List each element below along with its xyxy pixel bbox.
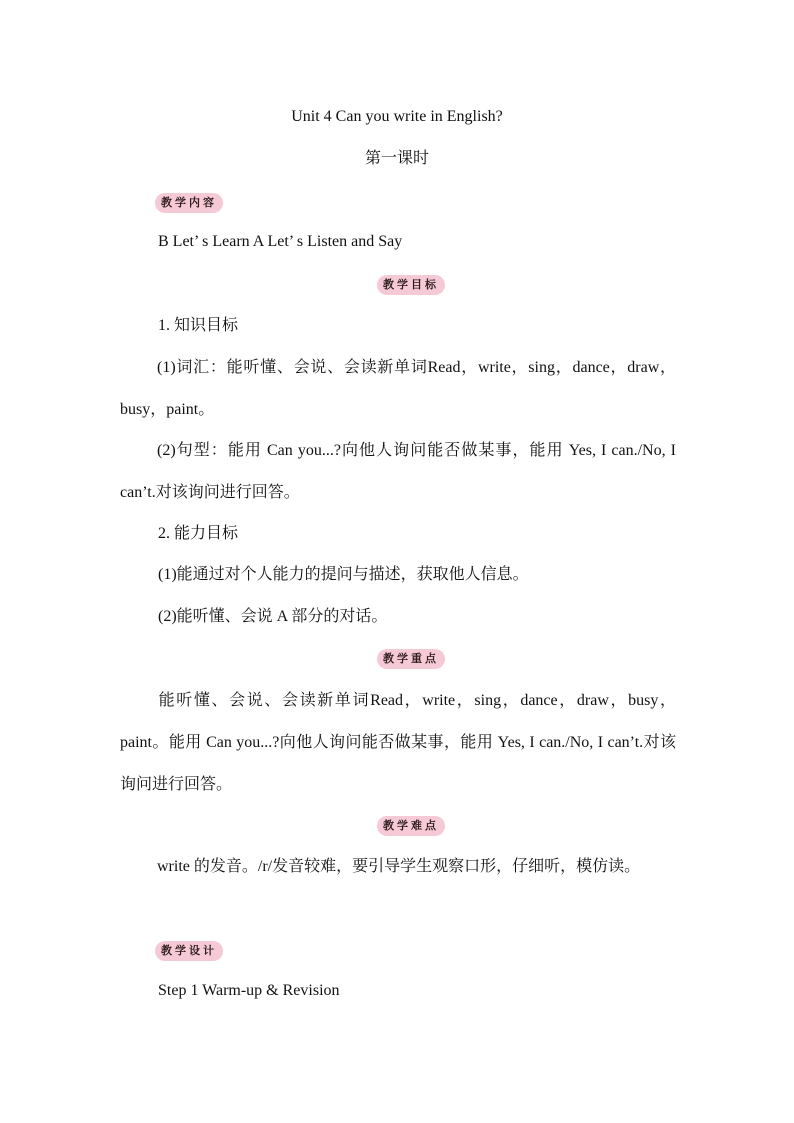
unit-title: Unit 4 Can you write in English? (291, 108, 503, 125)
goal1-item2 (120, 430, 676, 514)
key-text-content: 能听懂、会说、会读新单词Read，write，sing，dance，draw，busy，paint。能用 Can you...?向他人询问能否做某事，能用 Yes, I can./No, I can’t.对该询问进行回答。 (120, 692, 676, 793)
goal2-item2: (2)能听懂、会说 A 部分的对话。 (158, 608, 388, 625)
goal2-item1: (1)能通过对个人能力的提问与描述，获取他人信息。 (158, 566, 529, 583)
lesson-label: 第一课时 (364, 150, 429, 167)
difficult-text-content: write 的发音。/r/发音较难，要引导学生观察口形，仔细听，模仿读。 (157, 858, 641, 875)
goal1-item1 (120, 347, 676, 431)
section-badge-goals: 教学目标 (377, 275, 445, 295)
step1-heading: Step 1 Warm-up & Revision (158, 982, 340, 999)
goal1-item2-text: (2)句型：能用 Can you...?向他人询问能否做某事，能用 Yes, I can./No, I can’t.对该询问进行回答。 (120, 442, 676, 501)
content-text: B Let’ s Learn A Let’ s Listen and Say (158, 233, 403, 250)
goal2-title: 2. 能力目标 (158, 525, 239, 542)
difficult-text (120, 846, 676, 888)
section-badge-content: 教学内容 (155, 193, 223, 213)
goal1-title: 1. 知识目标 (158, 317, 239, 334)
section-badge-difficult: 教学难点 (377, 816, 445, 836)
section-badge-design: 教学设计 (155, 941, 223, 961)
key-text (120, 680, 676, 806)
goal1-item1-text: (1)词汇：能听懂、会说、会读新单词Read，write，sing，dance，draw，busy，paint。 (120, 359, 676, 418)
section-badge-key: 教学重点 (377, 649, 445, 669)
